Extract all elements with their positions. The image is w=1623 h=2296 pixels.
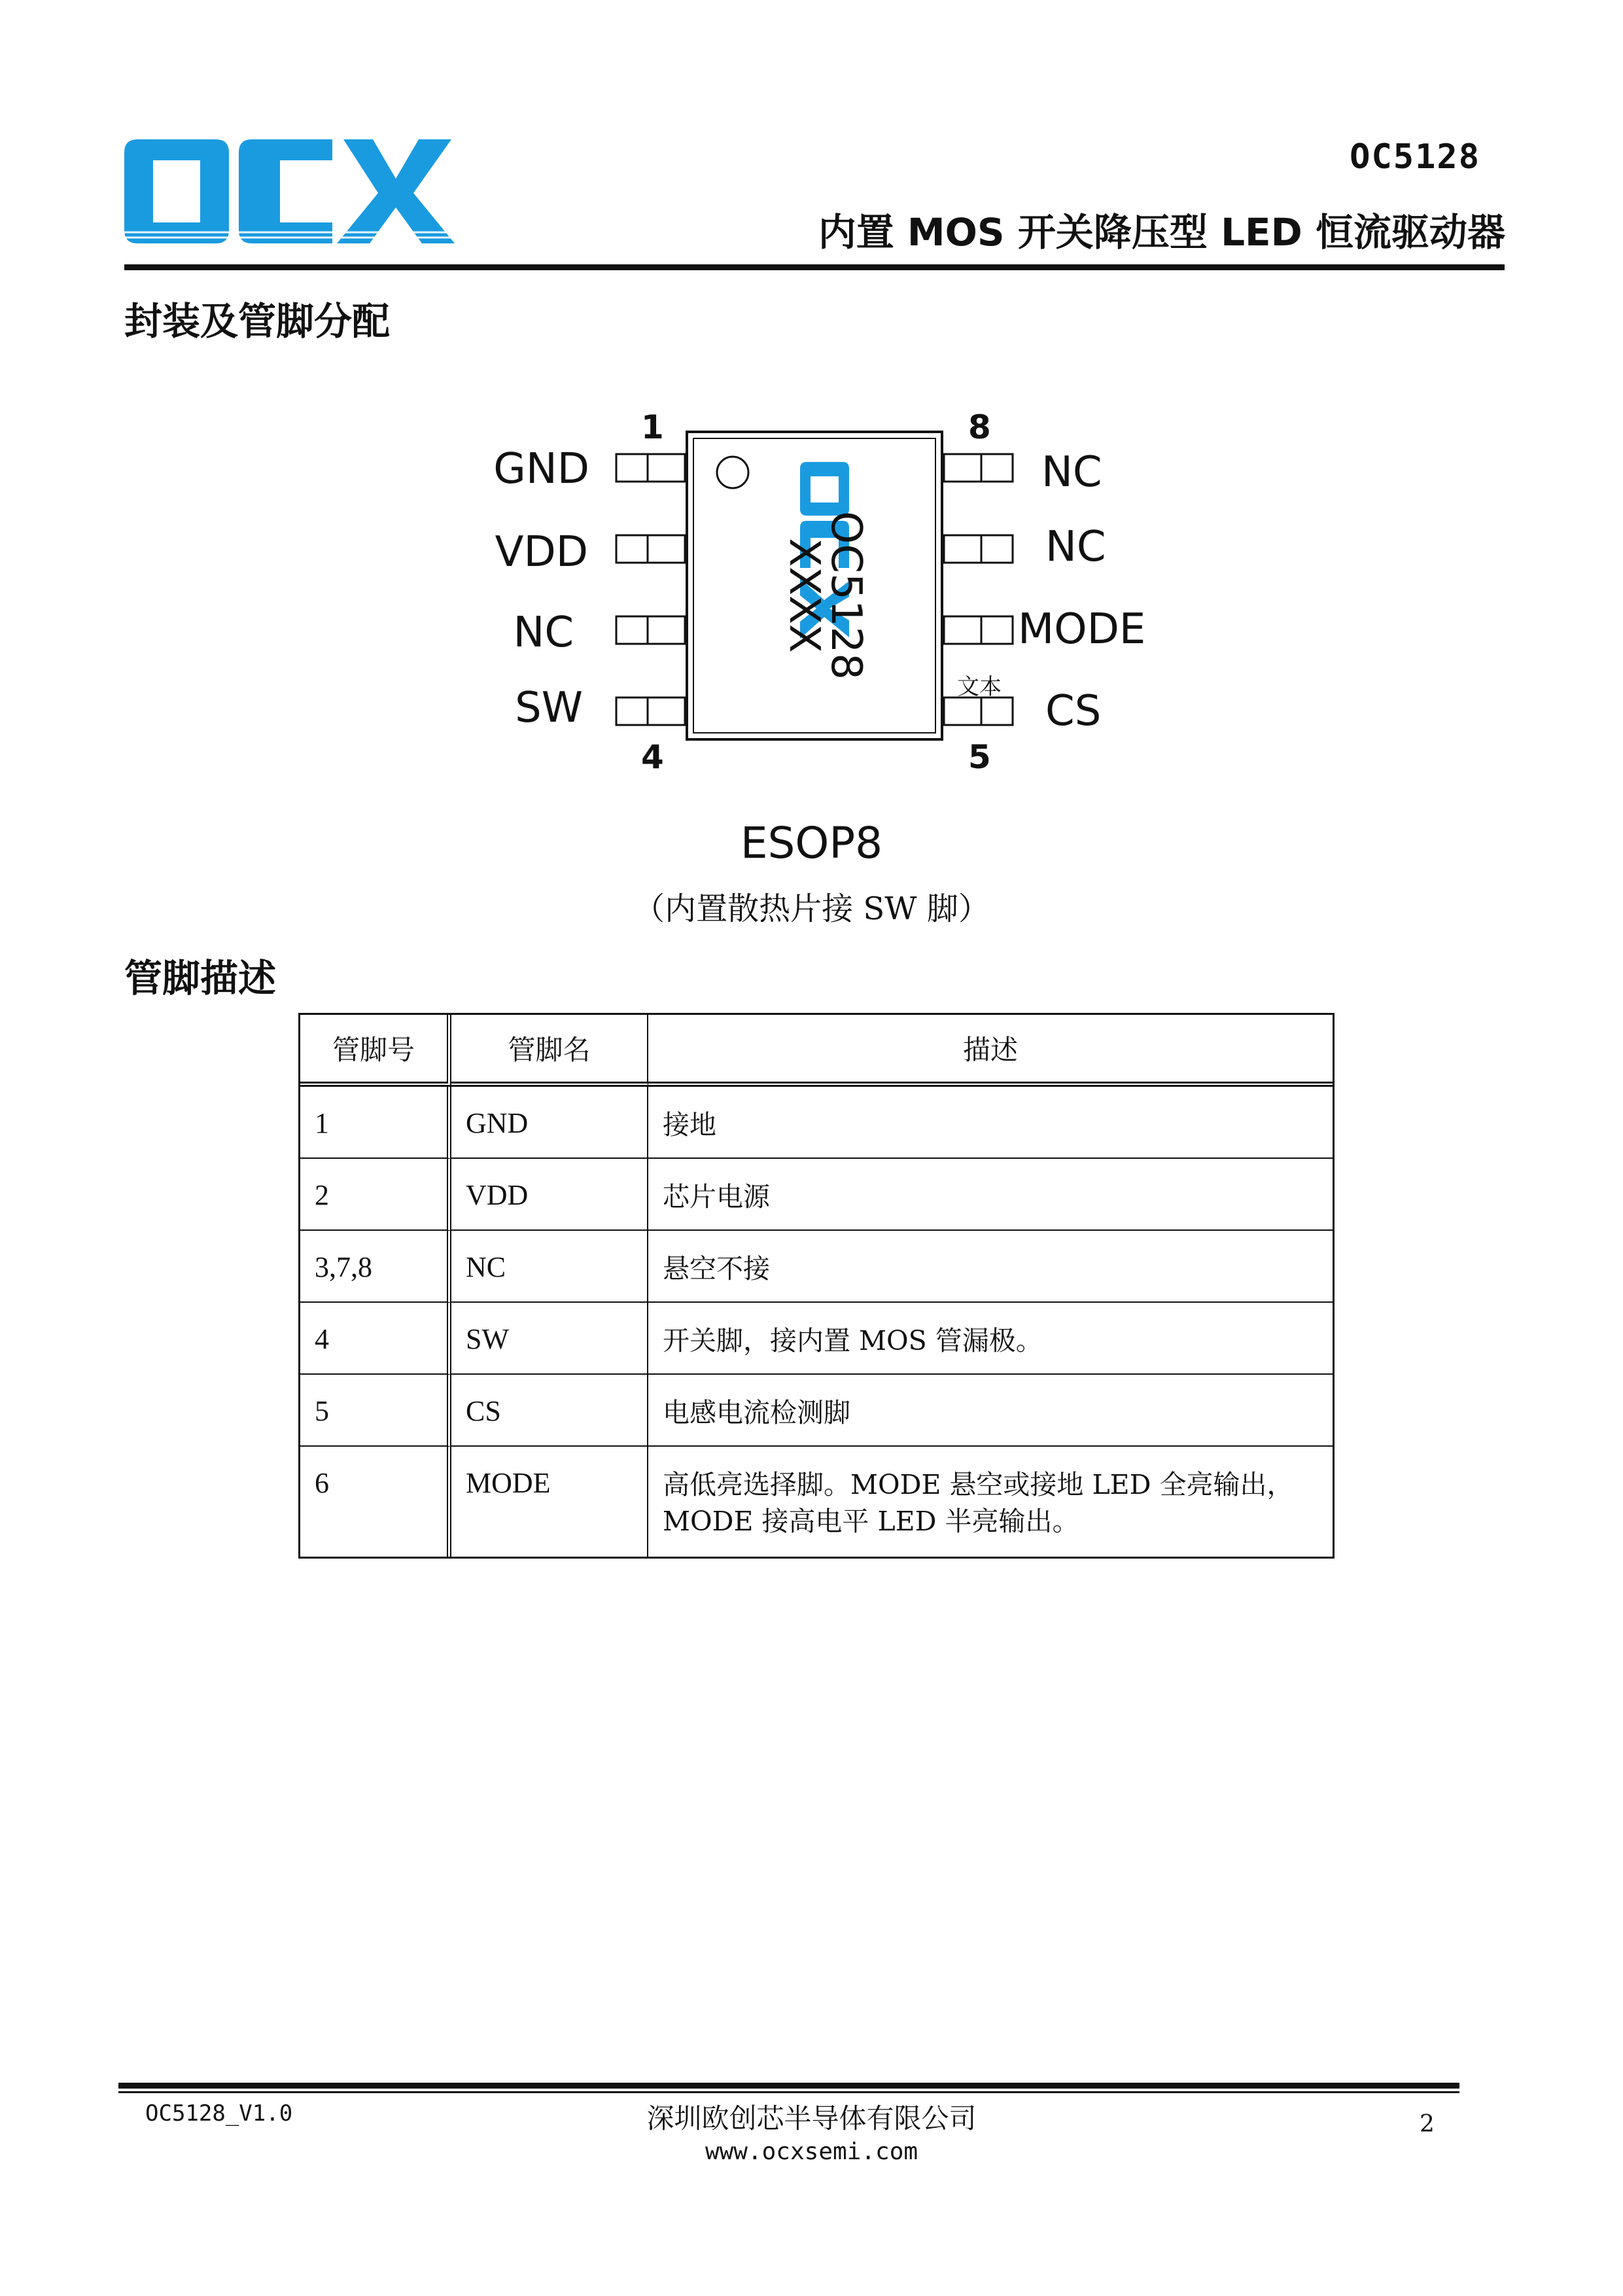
pin-desc-cell: 电感电流检测脚 (648, 1375, 1333, 1447)
pin-number-1: 1 (641, 408, 664, 446)
package-note: （内置散热片接 SW 脚） (633, 891, 990, 927)
pin-label-cs: CS (1045, 687, 1102, 735)
pin-label-nc-left: NC (513, 609, 574, 657)
table-row (300, 1375, 1333, 1447)
pin-number-4: 4 (641, 738, 664, 776)
section-heading-package: 封装及管脚分配 (124, 299, 391, 344)
package-name: ESOP8 (740, 818, 883, 868)
footer-version: OC5128_V1.0 (145, 2100, 293, 2127)
pin-name-cell: VDD (451, 1159, 648, 1231)
footer-company-name: 深圳欧创芯半导体有限公司 (646, 2102, 977, 2134)
pin-desc-cell: 接地 (648, 1087, 1333, 1159)
footer-website: www.ocxsemi.com (705, 2138, 918, 2165)
pin-label-nc-8: NC (1041, 448, 1102, 497)
pin-label-nc-7: NC (1045, 523, 1106, 571)
pin-label-sw: SW (515, 684, 583, 732)
pin-description-table (298, 1013, 1335, 1559)
pin-desc-line: 高低亮选择脚。MODE 悬空或接地 LED 全亮输出， (663, 1469, 1294, 1500)
section-heading-pin-description: 管脚描述 (124, 956, 277, 1000)
table-header-description: 描述 (648, 1015, 1333, 1087)
table-row (300, 1087, 1333, 1159)
chip-marking (780, 510, 870, 680)
document-title: 内置 MOS 开关降压型 LED 恒流驱动器 (818, 210, 1505, 255)
pin-label-gnd: GND (493, 445, 589, 493)
stray-text-label: 文本 (957, 674, 1002, 700)
table-row (300, 1231, 1333, 1303)
part-number: OC5128 (1350, 137, 1480, 177)
pin-name-cell: NC (451, 1231, 648, 1303)
page-number: 2 (1420, 2111, 1435, 2138)
pin-name-cell: CS (451, 1375, 648, 1447)
table-header-pin-number: 管脚号 (300, 1015, 451, 1087)
pin-desc-cell: 开关脚，接内置 MOS 管漏极。 (648, 1303, 1333, 1375)
left-pin-pads (616, 454, 685, 725)
pin-name-cell: GND (451, 1087, 648, 1159)
chip-marking-line1: OC5128 (822, 511, 870, 680)
pin-number-5: 5 (968, 738, 991, 776)
chip-marking-line2: XXXX (780, 538, 828, 653)
pin-number-cell: 4 (300, 1303, 451, 1375)
pin-label-mode: MODE (1018, 605, 1146, 654)
pin-label-vdd: VDD (495, 528, 588, 576)
pin-desc-cell (648, 1447, 1333, 1557)
pin-desc-line: MODE 接高电平 LED 半亮输出。 (663, 1506, 1079, 1537)
pin-name-cell: SW (451, 1303, 648, 1375)
footer-divider (118, 2083, 1459, 2093)
package-diagram (0, 0, 1623, 811)
table-row (300, 1447, 1333, 1557)
pin-number-cell: 1 (300, 1087, 451, 1159)
pin-number-cell: 2 (300, 1159, 451, 1231)
table-header-row (300, 1015, 1333, 1087)
pin-number-cell: 5 (300, 1375, 451, 1447)
pin-number-cell: 6 (300, 1447, 451, 1557)
pin-desc-cell: 芯片电源 (648, 1159, 1333, 1231)
pin-desc-cell: 悬空不接 (648, 1231, 1333, 1303)
table-row (300, 1303, 1333, 1375)
pin-name-cell: MODE (451, 1447, 648, 1557)
pin-number-cell: 3,7,8 (300, 1231, 451, 1303)
pin-number-8: 8 (968, 408, 991, 446)
table-row (300, 1159, 1333, 1231)
table-header-pin-name: 管脚名 (451, 1015, 648, 1087)
